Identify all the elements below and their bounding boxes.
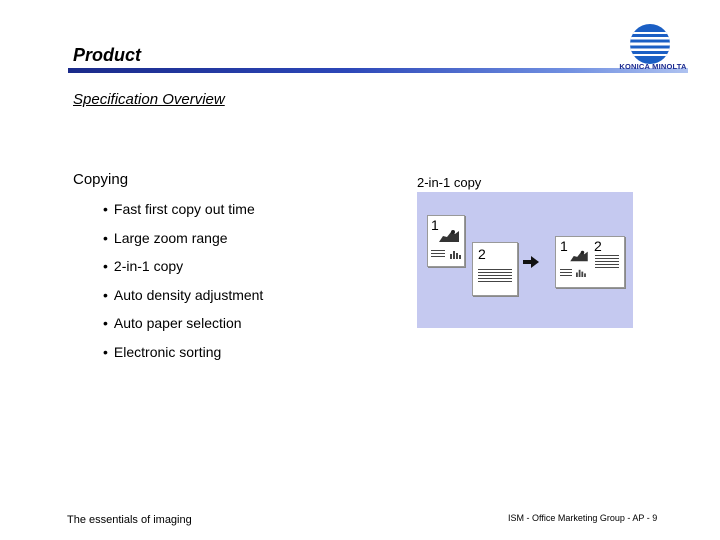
bar-chart-icon: [575, 268, 586, 277]
dog-photo-icon: [568, 249, 590, 263]
page-number: 1: [431, 217, 439, 233]
text-lines-icon: [431, 250, 445, 259]
right-arrow-icon: [523, 256, 539, 268]
title-rule: [68, 68, 688, 73]
list-item: • 2-in-1 copy: [103, 258, 263, 287]
page-number: 1: [560, 238, 568, 254]
two-in-one-illustration: [417, 192, 633, 328]
page-number: 2: [478, 246, 486, 262]
logo-wordmark: KONICA MINOLTA: [619, 62, 687, 71]
text-lines-icon: [560, 269, 572, 278]
list-item: • Large zoom range: [103, 230, 263, 259]
footer-text: ISM - Office Marketing Group - AP - 9: [508, 513, 658, 523]
text-lines-icon: [595, 255, 619, 270]
combined-page: [555, 236, 625, 288]
original-page-1: [427, 215, 465, 267]
list-item: • Fast first copy out time: [103, 201, 263, 230]
text-lines-icon: [478, 269, 512, 284]
figure-caption: 2-in-1 copy: [417, 175, 482, 190]
bullet-list: [103, 201, 263, 373]
footer-tagline: The essentials of imaging: [67, 514, 192, 526]
bar-chart-icon: [449, 249, 461, 259]
page-subtitle: Specification Overview: [73, 91, 225, 108]
list-item: • Auto paper selection: [103, 315, 263, 344]
page-number: 2: [594, 238, 602, 254]
dog-photo-icon: [437, 228, 461, 244]
page-title: Product: [73, 45, 142, 65]
original-page-2: [472, 242, 518, 296]
list-item: • Auto density adjustment: [103, 287, 263, 316]
list-item: • Electronic sorting: [103, 344, 263, 373]
konica-minolta-logo-icon: [629, 23, 671, 65]
section-heading: Copying: [73, 171, 129, 188]
